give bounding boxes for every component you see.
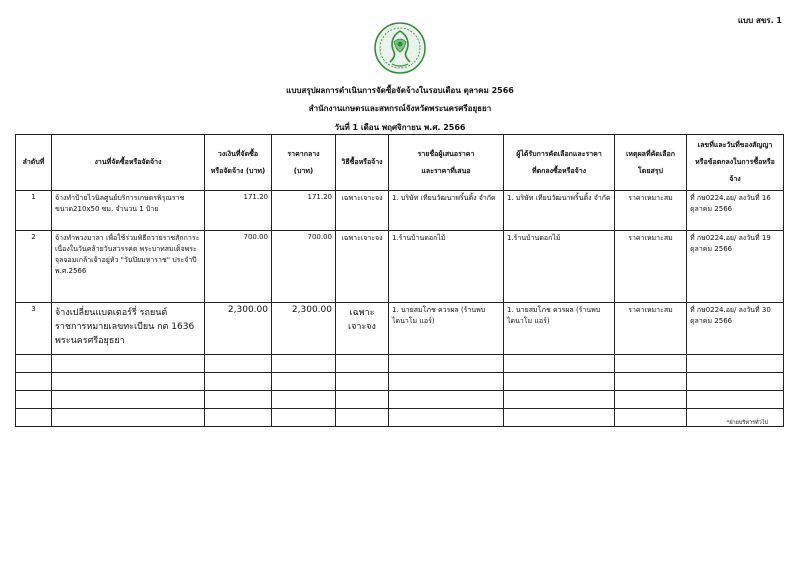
- footnote: *ฝ่ายบริหารทั่วไป: [726, 420, 768, 426]
- cell-work: จ้างทำป้ายไวนิลศูนย์บริการเกษตรพิรุณราช ขนาด210x50 ซม. จำนวน 1 ป้าย: [52, 191, 205, 231]
- cell-reason: ราคาเหมาะสม: [615, 303, 687, 355]
- cell-no: 2: [16, 231, 52, 303]
- header-reason: เหตุผลที่คัดเลือก โดยสรุป: [615, 135, 687, 191]
- table-row: [16, 191, 784, 231]
- cell-budget: 2,300.00: [205, 303, 272, 355]
- cell-bidders: 1. นายสมโภช ควรผล (ร้านพบ ไดนาโม แอร์): [389, 303, 504, 355]
- office-name: สำนักงานเกษตรและสหกรณ์จังหวัดพระนครศรีอยุธยา: [308, 104, 492, 113]
- cell-method: เฉพาะเจาะจง: [336, 231, 389, 303]
- cell-bidders: 1. บริษัท เทียนวัฒนาพริ้นติ้ง จำกัด: [389, 191, 504, 231]
- cell-budget: 700.00: [205, 231, 272, 303]
- form-code: แบบ สขร. 1: [737, 16, 782, 25]
- cell-work: จ้างเปลี่ยนแบตเตอร์รี่ รถยนต์ ราชการหมายเลขทะเบียน กต 1636 พระนครศรีอยุธยา: [52, 303, 205, 355]
- header-method: วิธีซื้อหรือจ้าง: [336, 135, 389, 191]
- cell-contract: ที่ กษ0224.อย/ ลงวันที่ 19 ตุลาคม 2566: [687, 231, 784, 303]
- cell-method: เฉพาะเจาะจง: [336, 191, 389, 231]
- cell-no: 1: [16, 191, 52, 231]
- empty-row: [16, 355, 784, 373]
- cell-median-price: 2,300.00: [272, 303, 336, 355]
- cell-contract: ที่ กษ0224.อย/ ลงวันที่ 30 ตุลาคม 2566: [687, 303, 784, 355]
- header-no: ลำดับที่: [16, 135, 52, 191]
- cell-method: เฉพาะเจาะจง: [336, 303, 389, 355]
- cell-selected: 1. นายสมโภช ควรผล (ร้านพบ ไดนาโม แอร์): [504, 303, 615, 355]
- ministry-seal-logo: [374, 22, 426, 74]
- cell-work: จ้างทำพวงมาลา เพื่อใช้ร่วมพิธีถวายราชสักการะ เนื่องในวันคล้ายวันสวรรคต พระบาทสมเด็จพระจุลจอมเกล้าเจ้าอยู่หัว "วันปิยมหาราช" ประจำปี พ.ศ.2566: [52, 231, 205, 303]
- cell-median-price: 700.00: [272, 231, 336, 303]
- cell-budget: 171.20: [205, 191, 272, 231]
- cell-no: 3: [16, 303, 52, 355]
- header-bidders: รายชื่อผู้เสนอราคา และราคาที่เสนอ: [389, 135, 504, 191]
- table-row: [16, 303, 784, 355]
- cell-reason: ราคาเหมาะสม: [615, 231, 687, 303]
- empty-row: [16, 391, 784, 409]
- cell-selected: 1. บริษัท เทียนวัฒนาพริ้นติ้ง จำกัด: [504, 191, 615, 231]
- cell-reason: ราคาเหมาะสม: [615, 191, 687, 231]
- header-median-price: ราคากลาง (บาท): [272, 135, 336, 191]
- cell-bidders: 1.ร้านบ้านดอกไม้: [389, 231, 504, 303]
- header-selected: ผู้ได้รับการคัดเลือกและราคา ที่ตกลงซื้อหรือจ้าง: [504, 135, 615, 191]
- cell-contract: ที่ กษ0224.อย/ ลงวันที่ 16 ตุลาคม 2566: [687, 191, 784, 231]
- header-work: งานที่จัดซื้อหรือจัดจ้าง: [52, 135, 205, 191]
- cell-selected: 1.ร้านบ้านดอกไม้: [504, 231, 615, 303]
- table-row: [16, 231, 784, 303]
- cell-median-price: 171.20: [272, 191, 336, 231]
- report-date: วันที่ 1 เดือน พฤศจิกายน พ.ศ. 2566: [334, 123, 466, 132]
- header-contract: เลขที่และวันที่ของสัญญา หรือข้อตกลงในการซื้อหรือจ้าง: [687, 135, 784, 191]
- procurement-table: [15, 134, 784, 427]
- table-header-row: [16, 135, 784, 191]
- header-budget: วงเงินที่จัดซื้อ หรือจัดจ้าง (บาท): [205, 135, 272, 191]
- empty-row: [16, 409, 784, 427]
- report-title: แบบสรุปผลการดำเนินการจัดซื้อจัดจ้างในรอบเดือน ตุลาคม 2566: [286, 86, 514, 95]
- empty-row: [16, 373, 784, 391]
